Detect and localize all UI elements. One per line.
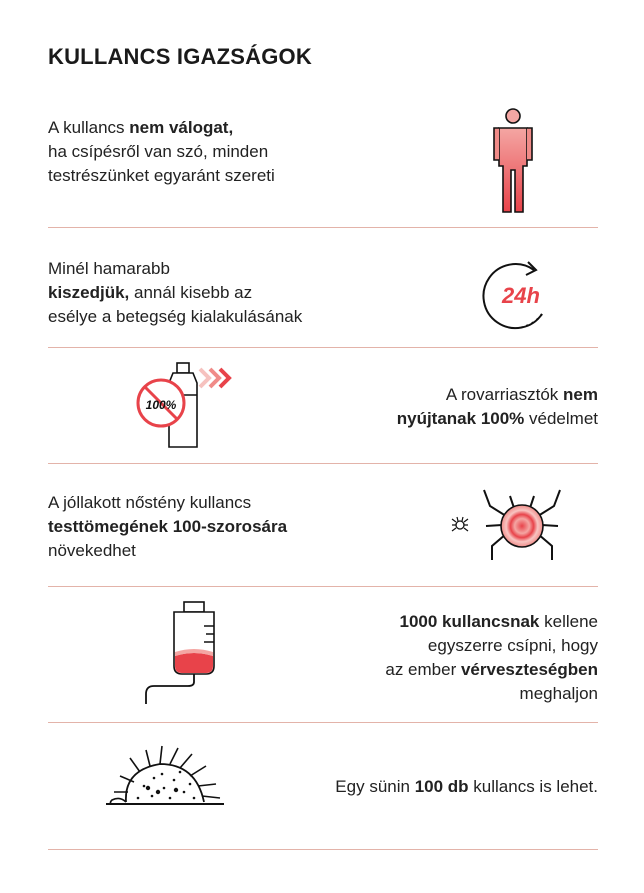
- fact-1-text: [48, 116, 275, 188]
- fact-3-emphasis-b: nyújtanak 100%: [396, 409, 525, 428]
- divider: [48, 722, 598, 723]
- fact-1-line3: testrészünket egyaránt szereti: [48, 166, 275, 185]
- hedgehog-icon: [104, 742, 226, 808]
- blood-bag-icon: [140, 600, 226, 706]
- fact-2-line3: esélye a betegség kialakulásának: [48, 307, 303, 326]
- fact-5-line4: meghaljon: [519, 684, 598, 703]
- fact-6-emphasis: 100 db: [414, 777, 469, 796]
- fact-4-line3: növekedhet: [48, 541, 136, 560]
- divider: [48, 849, 598, 850]
- fact-6-text: [280, 775, 598, 799]
- fact-3-emphasis-a: nem: [563, 385, 598, 404]
- fact-3-text: [300, 383, 598, 431]
- fact-2-text: [48, 257, 302, 329]
- spray-bottle-icon: [120, 355, 246, 451]
- fact-1-line1: A kullancs: [48, 118, 130, 137]
- fact-2-line1: Minél hamarabb: [48, 259, 170, 278]
- fact-2-emphasis: kiszedjük,: [48, 283, 130, 302]
- spray-percent-label: 100%: [145, 398, 177, 412]
- person-icon: [490, 108, 536, 218]
- fact-1-emphasis: nem válogat,: [129, 118, 234, 137]
- fact-5-emphasis-a: 1000 kullancsnak: [399, 612, 540, 631]
- fact-5-line3: az ember: [385, 660, 461, 679]
- fact-5-line2: egyszerre csípni, hogy: [427, 636, 598, 655]
- fact-5-line1: kellene: [539, 612, 598, 631]
- small-tick-icon: [451, 516, 469, 534]
- divider: [48, 463, 598, 464]
- fact-4-emphasis: testtömegének 100-szorosára: [48, 517, 288, 536]
- clock-24h-icon: [478, 256, 558, 336]
- fact-4-text: [48, 491, 287, 563]
- fact-3-line1: A rovarriasztók: [445, 385, 564, 404]
- divider: [48, 227, 598, 228]
- fact-5-text: [300, 610, 598, 706]
- tick-icon: [482, 486, 562, 564]
- fact-6-line-post: kullancs is lehet.: [468, 777, 598, 796]
- clock-24h-label: 24h: [502, 283, 540, 308]
- page-title: KULLANCS IGAZSÁGOK: [48, 44, 312, 69]
- fact-4-line1: A jóllakott nőstény kullancs: [48, 493, 252, 512]
- fact-2-line2: annál kisebb az: [129, 283, 253, 302]
- divider: [48, 586, 598, 587]
- fact-6-line-pre: Egy sünin: [335, 777, 415, 796]
- fact-1-line2: ha csípésről van szó, minden: [48, 142, 269, 161]
- fact-5-emphasis-b: vérveszteségben: [460, 660, 598, 679]
- fact-3-line2: védelmet: [524, 409, 598, 428]
- divider: [48, 347, 598, 348]
